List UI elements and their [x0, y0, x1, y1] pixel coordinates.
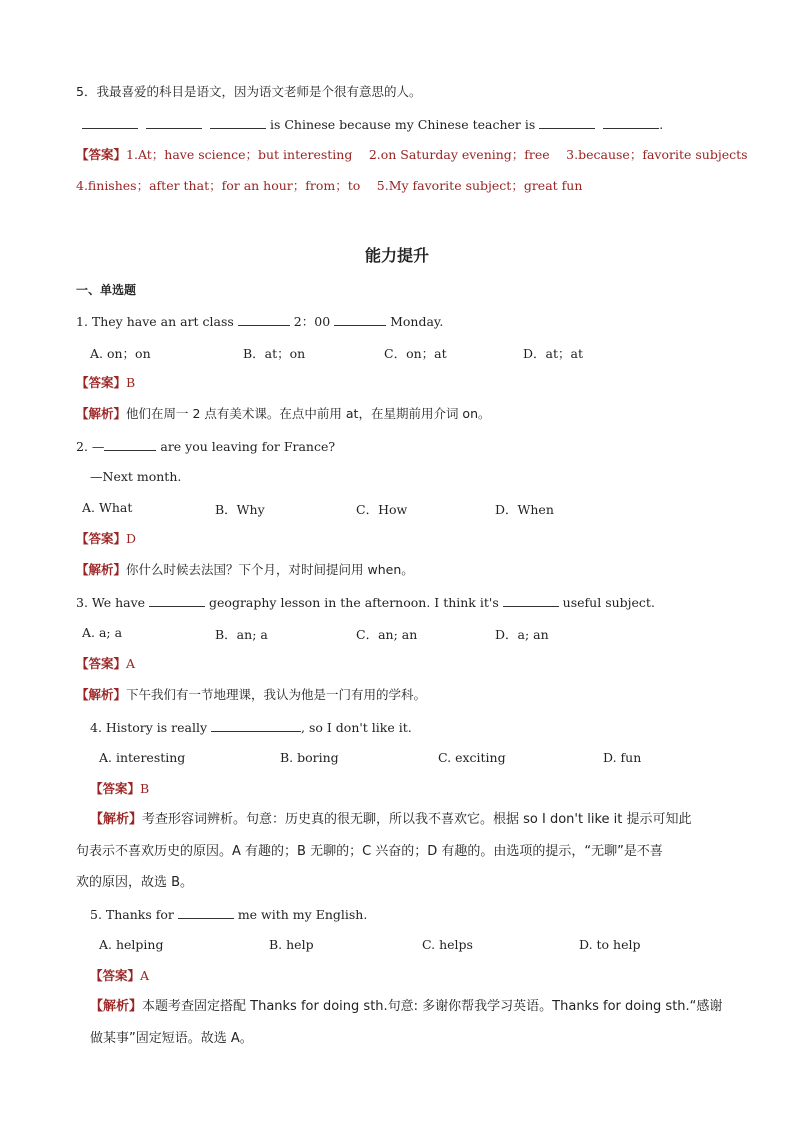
q4-analysis-line1 — [90, 812, 691, 828]
q1-answer — [76, 375, 135, 391]
q4-stem — [90, 719, 412, 736]
q5-stem-b: me with my English. — [233, 907, 368, 922]
q1-analysis — [76, 406, 491, 422]
answer-tag: 【答案】 — [76, 531, 127, 546]
analysis-tag: 【解析】 — [76, 562, 127, 577]
blank — [210, 116, 266, 129]
analysis-tag: 【解析】 — [76, 687, 127, 702]
q4-stem-b: , so I don't like it. — [301, 720, 412, 735]
answers-line-2: 4.finishes；after that；for an hour；from；to 5.My favorite subject；great fun — [76, 178, 583, 193]
blank — [149, 594, 205, 607]
q1-option-d: D．at；at — [523, 346, 583, 361]
q5-option-b: B. help — [269, 937, 314, 952]
q1-stem-a: 1. They have an art class — [76, 314, 238, 329]
q5-stem — [90, 906, 367, 923]
analysis-text: 本题考查固定搭配 Thanks for doing sth.句意: 多谢你帮我学习英语。Thanks for doing sth.“感谢 — [142, 999, 723, 1014]
q3-stem-b: geography lesson in the afternoon. I think it's — [205, 595, 503, 610]
q4-option-b: B. boring — [280, 750, 339, 765]
q3-analysis — [76, 687, 426, 703]
blank — [82, 116, 138, 129]
q5-option-d: D. to help — [579, 937, 641, 952]
answer-tag: 【答案】 — [76, 656, 127, 671]
q5-option-c: C. helps — [422, 937, 473, 952]
q3-option-d: D．a; an — [495, 627, 549, 642]
analysis-tag: 【解析】 — [90, 812, 143, 827]
q5-sentence — [82, 116, 663, 133]
answer-tag: 【答案】 — [76, 147, 127, 162]
q3-stem-c: useful subject. — [558, 595, 655, 610]
answer-value: A — [140, 968, 150, 983]
q1-stem-b: 2：00 — [289, 314, 335, 329]
q5-option-a: A. helping — [99, 937, 164, 952]
q5-answer — [90, 968, 149, 984]
blank — [211, 719, 301, 732]
q2-answer — [76, 531, 136, 547]
q2-stem — [76, 438, 335, 455]
q3-stem-a: 3. We have — [76, 595, 150, 610]
answer-value: D — [126, 531, 137, 546]
blank — [334, 313, 386, 326]
q5-stem-a: 5. Thanks for — [90, 907, 178, 922]
analysis-text: 考查形容词辨析。句意：历史真的很无聊，所以我不喜欢它。根据 so I don't like it 提示可知此 — [142, 812, 692, 827]
q4-option-a: A. interesting — [99, 750, 186, 765]
q3-stem — [76, 594, 655, 611]
q5-sentence-end: . — [659, 117, 664, 132]
q2-stem-line2: —Next month. — [90, 469, 182, 484]
answer-tag: 【答案】 — [90, 968, 141, 983]
answer-value: A — [126, 656, 136, 671]
q2-analysis — [76, 562, 414, 578]
q1-option-a: A. on；on — [90, 346, 151, 361]
q2-option-a: A. What — [82, 500, 133, 515]
q4-stem-a: 4. History is really — [90, 720, 212, 735]
q3-option-c: C．an; an — [356, 627, 418, 642]
analysis-text: 下午我们有一节地理课，我认为他是一门有用的学科。 — [126, 687, 427, 702]
q5-prompt: 5．我最喜爱的科目是语文，因为语文老师是个很有意思的人。 — [76, 84, 422, 99]
q4-answer — [90, 781, 149, 797]
blank — [146, 116, 202, 129]
answers-text-1: 1.At；have science；but interesting 2.on Saturday evening；free 3.because；favorite subjects — [126, 147, 748, 162]
analysis-tag: 【解析】 — [76, 406, 127, 421]
q2-option-d: D．When — [495, 502, 554, 517]
q4-option-c: C. exciting — [438, 750, 506, 765]
q5-analysis-line1 — [90, 999, 722, 1015]
blank — [503, 594, 559, 607]
q2-stem-a: 2. — — [76, 439, 105, 454]
q3-option-a: A. a; a — [82, 625, 123, 640]
q2-stem-b: are you leaving for France? — [156, 439, 336, 454]
q5-analysis-line2: 做某事”固定短语。故选 A。 — [90, 1031, 253, 1046]
answer-tag: 【答案】 — [76, 375, 127, 390]
analysis-tag: 【解析】 — [90, 999, 143, 1014]
q1-option-c: C．on；at — [384, 346, 447, 361]
blank — [603, 116, 659, 129]
section-title: 能力提升 — [364, 246, 429, 265]
answer-tag: 【答案】 — [90, 781, 141, 796]
q3-option-b: B．an; a — [215, 627, 268, 642]
blank — [539, 116, 595, 129]
analysis-text: 你什么时候去法国？下个月，对时间提问用 when。 — [126, 562, 414, 577]
answers-line-1 — [76, 147, 748, 163]
analysis-text: 他们在周一 2 点有美术课。在点中前用 at，在星期前用介词 on。 — [126, 406, 491, 421]
q4-option-d: D. fun — [603, 750, 642, 765]
q4-analysis-line2: 句表示不喜欢历史的原因。A 有趣的；B 无聊的；C 兴奋的；D 有趣的。由选项的提示，“无聊”是不喜 — [76, 844, 663, 859]
answer-value: B — [126, 375, 136, 390]
q5-sentence-text: is Chinese because my Chinese teacher is — [265, 117, 540, 132]
blank — [104, 438, 156, 451]
q2-option-c: C．How — [356, 502, 408, 517]
q4-analysis-line3: 欢的原因，故选 B。 — [76, 875, 194, 890]
blank — [178, 906, 234, 919]
subsection-title: 一、单选题 — [76, 283, 137, 297]
q1-stem — [76, 313, 443, 330]
answer-value: B — [140, 781, 150, 796]
q3-answer — [76, 656, 135, 672]
q1-stem-c: Monday. — [386, 314, 444, 329]
q1-option-b: B．at；on — [243, 346, 306, 361]
blank — [238, 313, 290, 326]
q2-option-b: B．Why — [215, 502, 265, 517]
